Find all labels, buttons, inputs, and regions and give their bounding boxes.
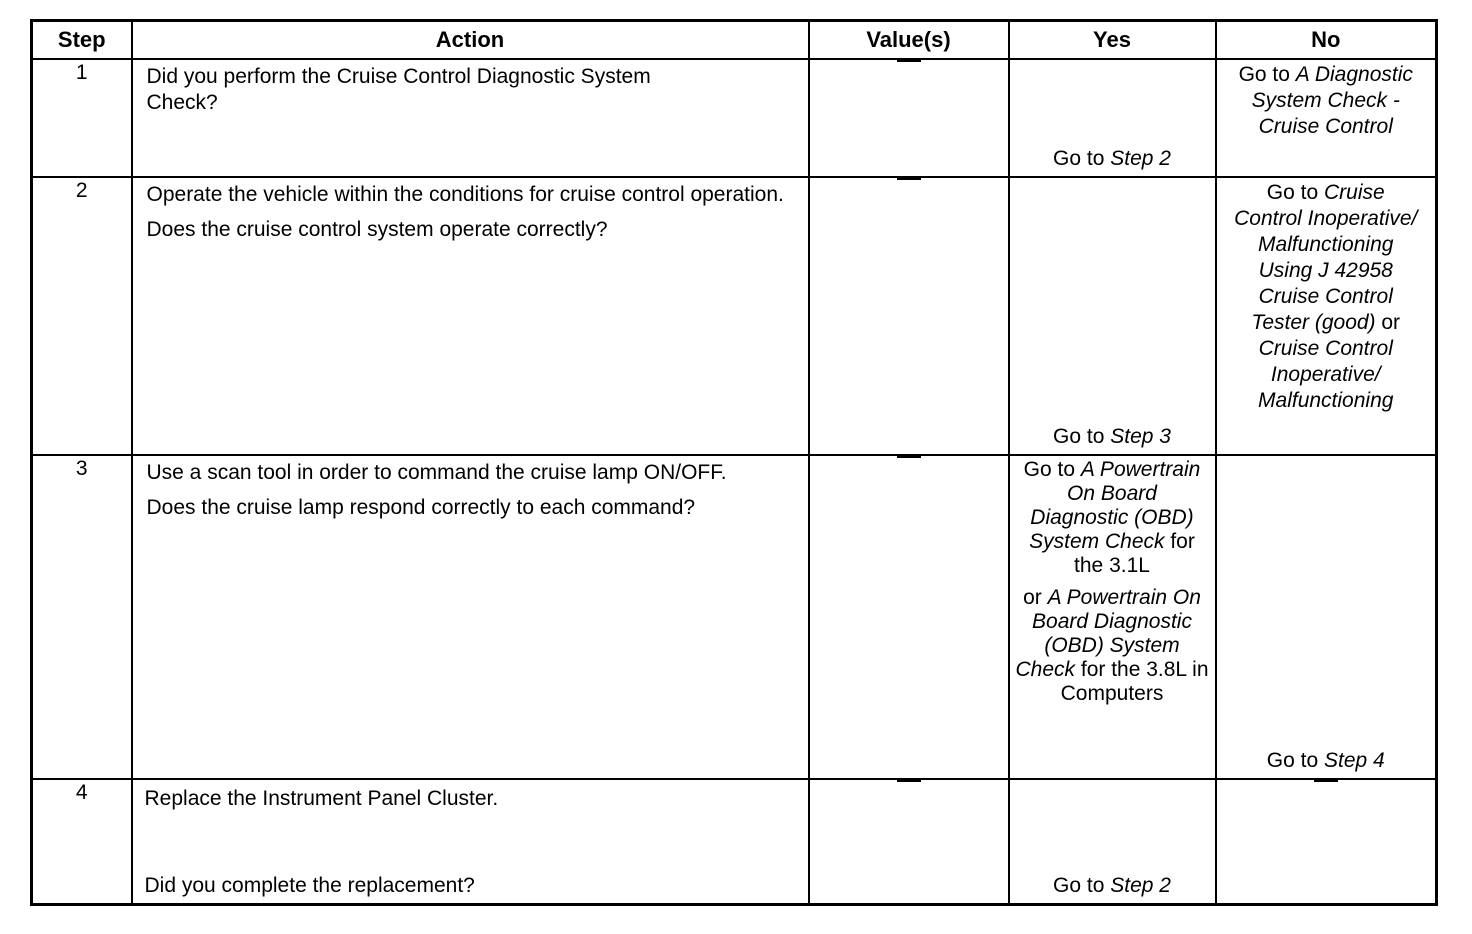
header-step: Step bbox=[32, 21, 132, 60]
value-cell bbox=[809, 177, 1009, 455]
action-text: Did you perform the Cruise Control Diagnostic System Check? bbox=[146, 65, 651, 114]
no-cell bbox=[1216, 455, 1437, 779]
yes-goto-31[interactable]: Go to A Powertrain On Board Diagnostic (OBD) System Check for the 3.1L bbox=[1023, 458, 1201, 577]
action-question: Does the cruise control system operate correctly? bbox=[146, 218, 608, 241]
no-dash bbox=[1314, 780, 1338, 808]
header-row bbox=[32, 21, 1437, 60]
action-cell bbox=[132, 59, 809, 177]
value-dash bbox=[897, 780, 921, 808]
step-number: 4 bbox=[32, 779, 132, 905]
header-no: No bbox=[1216, 21, 1437, 60]
action-cell bbox=[132, 455, 809, 779]
header-values: Value(s) bbox=[809, 21, 1009, 60]
value-cell bbox=[809, 59, 1009, 177]
yes-cell bbox=[1009, 455, 1216, 779]
header-yes: Yes bbox=[1009, 21, 1216, 60]
step-number: 3 bbox=[32, 455, 132, 779]
action-text: Replace the Instrument Panel Cluster. bbox=[144, 787, 499, 810]
header-action: Action bbox=[132, 21, 809, 60]
yes-cell bbox=[1009, 177, 1216, 455]
no-cell bbox=[1216, 59, 1437, 177]
action-question: Did you complete the replacement? bbox=[144, 874, 475, 897]
no-goto[interactable]: Go to Step 4 bbox=[1266, 749, 1385, 772]
value-dash bbox=[897, 60, 921, 88]
yes-goto[interactable]: Go to Step 2 bbox=[1053, 874, 1171, 897]
yes-cell bbox=[1009, 59, 1216, 177]
yes-goto[interactable]: Go to Step 2 bbox=[1053, 147, 1171, 170]
yes-goto[interactable]: Go to Step 3 bbox=[1053, 425, 1171, 448]
action-text: Operate the vehicle within the conditions for cruise control operation. bbox=[146, 183, 784, 206]
action-text: Use a scan tool in order to command the cruise lamp ON/OFF. bbox=[146, 461, 727, 484]
value-dash bbox=[897, 178, 921, 206]
table-row bbox=[32, 455, 1437, 779]
value-dash bbox=[897, 456, 921, 484]
value-cell bbox=[809, 779, 1009, 905]
yes-cell bbox=[1009, 779, 1216, 905]
yes-goto-38[interactable]: or A Powertrain On Board Diagnostic (OBD) System Check for the 3.8L in Computers bbox=[1015, 586, 1209, 705]
action-question: Does the cruise lamp respond correctly to each command? bbox=[146, 496, 696, 519]
diagnostic-table bbox=[30, 19, 1438, 906]
step-number: 2 bbox=[32, 177, 132, 455]
table-row bbox=[32, 177, 1437, 455]
action-cell bbox=[132, 779, 809, 905]
table-row bbox=[32, 779, 1437, 905]
step-number: 1 bbox=[32, 59, 132, 177]
table-row bbox=[32, 59, 1437, 177]
no-goto[interactable]: Go to A Diagnostic System Check - Cruise Control bbox=[1238, 63, 1413, 138]
no-cell bbox=[1216, 177, 1437, 455]
action-cell bbox=[132, 177, 809, 455]
value-cell bbox=[809, 455, 1009, 779]
no-goto[interactable]: Go to Cruise Control Inoperative/ Malfunctioning Using J 42958 Cruise Control Tester (good) or Cruise Control Inoperative/ Malfunctioning bbox=[1234, 181, 1418, 412]
no-cell bbox=[1216, 779, 1437, 905]
